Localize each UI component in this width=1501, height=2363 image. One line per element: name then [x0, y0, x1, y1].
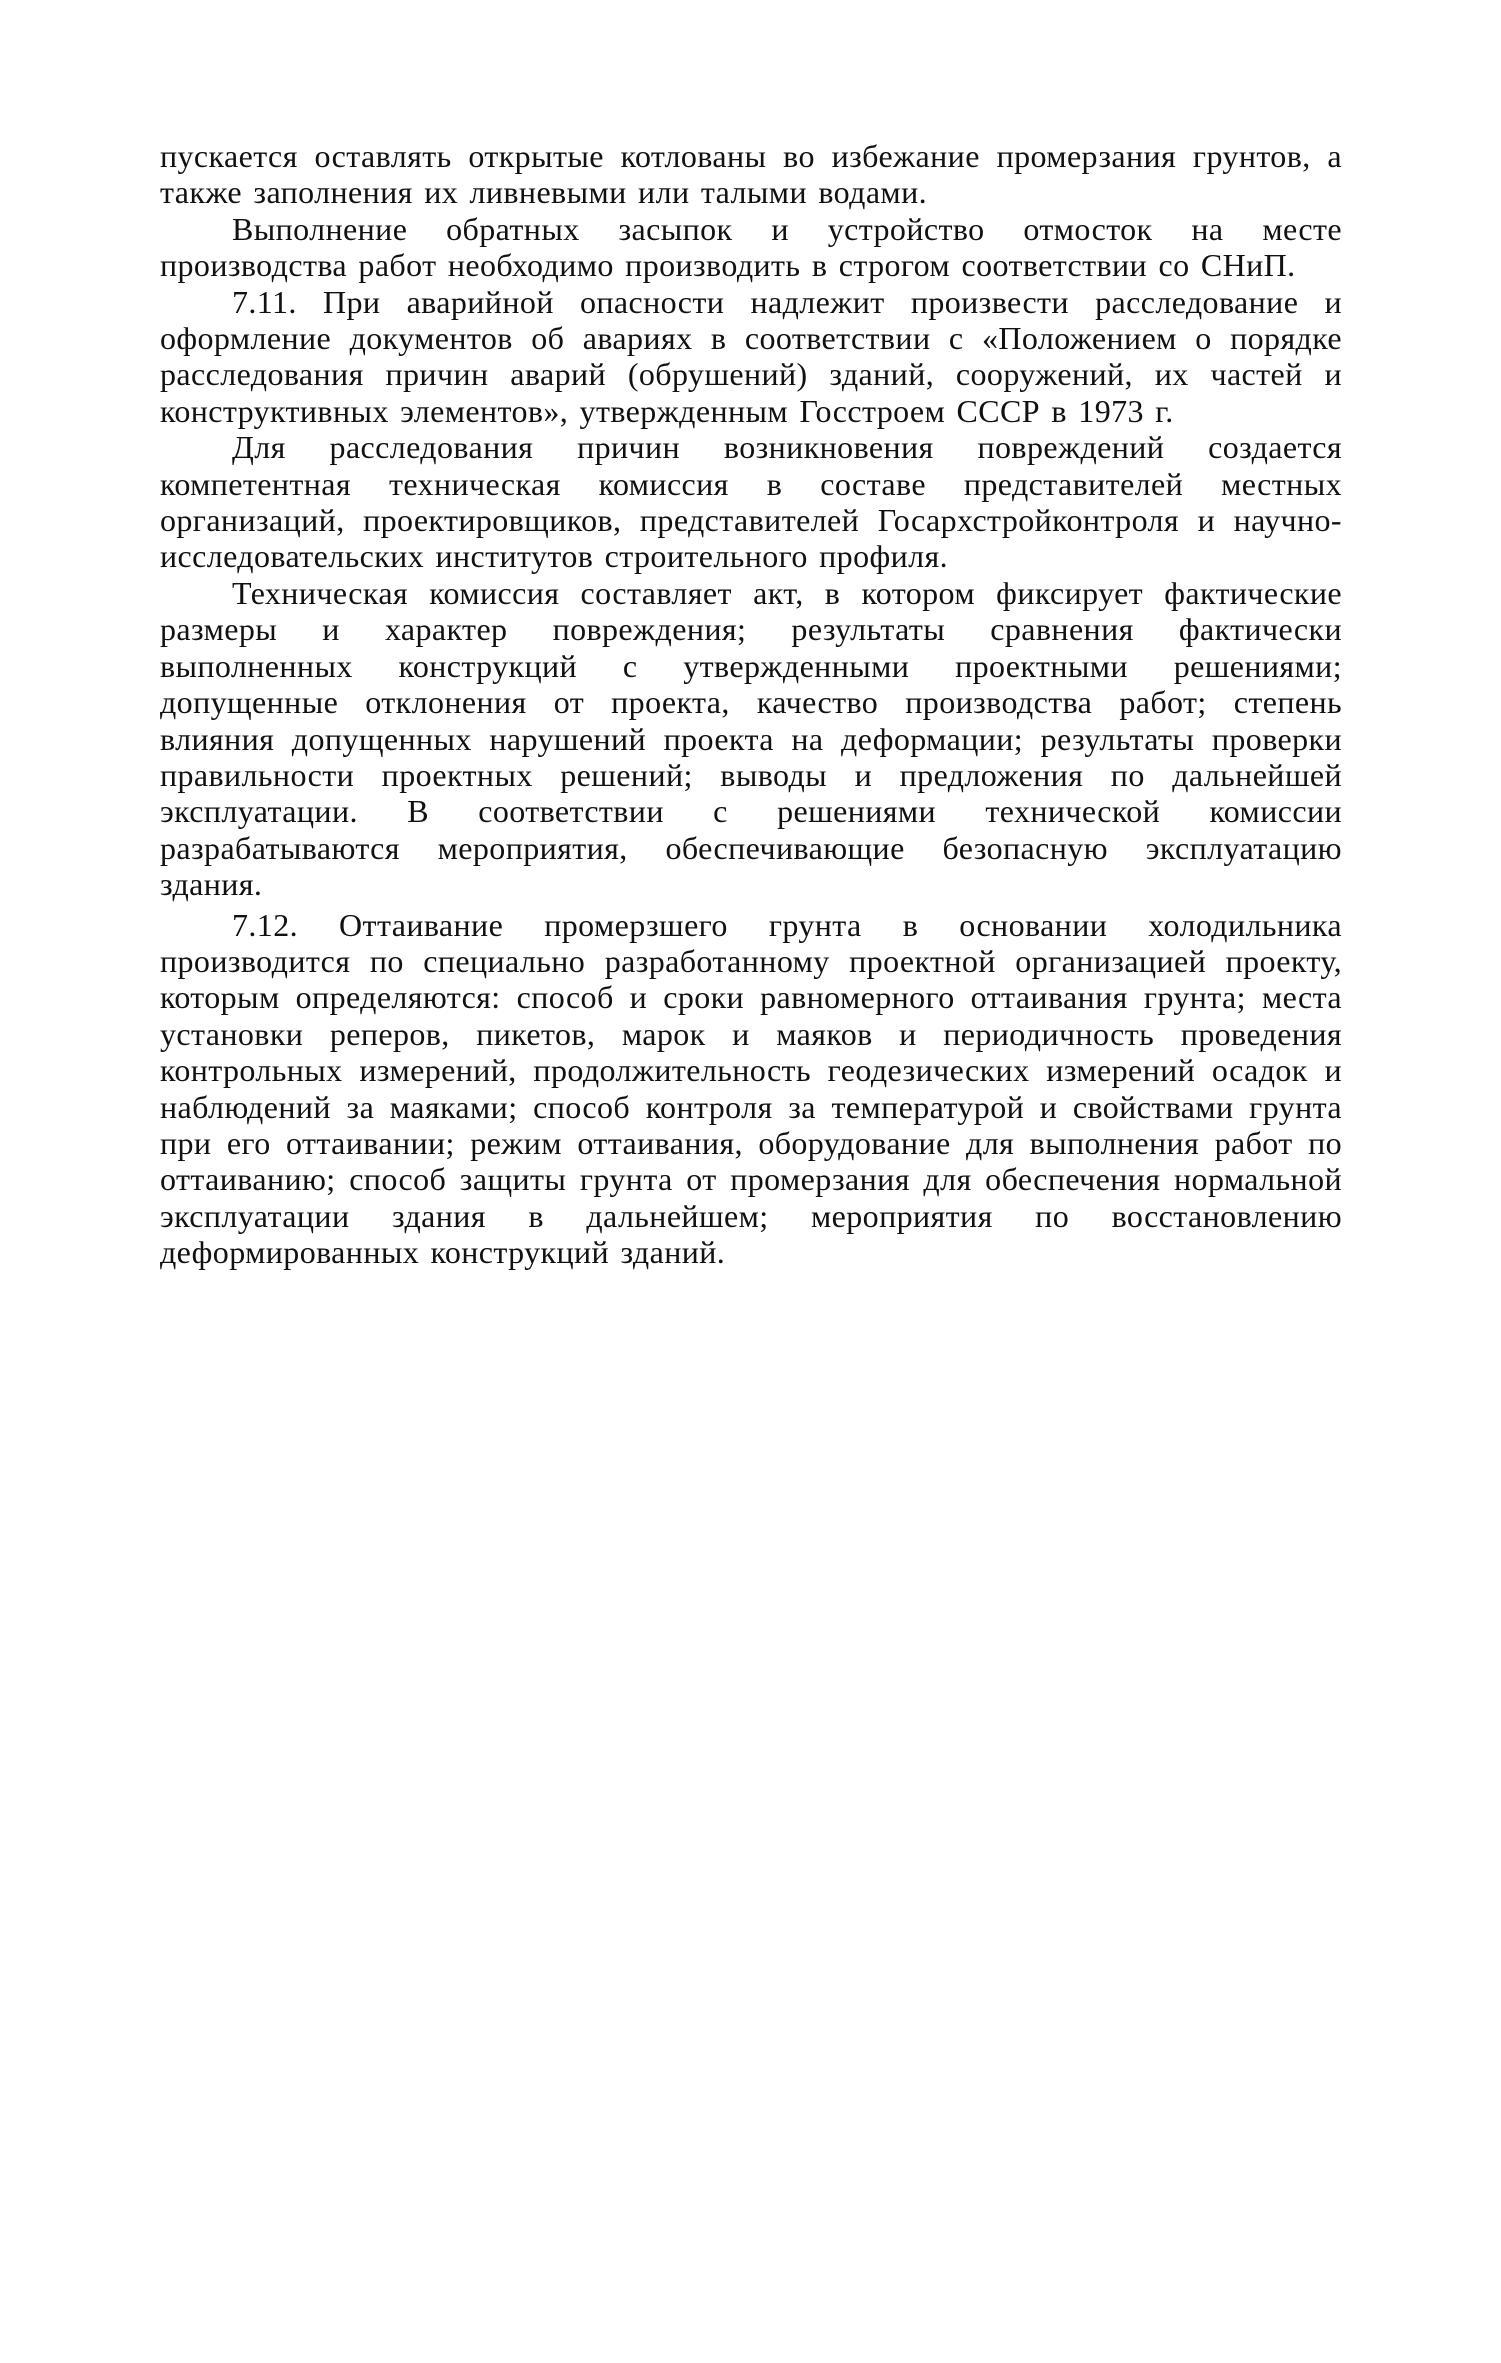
- document-body: [160, 138, 1342, 1271]
- section-7-11-text: При аварийной опасности надлежит произвести расследование и оформление документов об авариях в соответствии с «Положением о порядке расследования причин аварий (обрушений) зданий, сооружений, их частей и конструктивных элементов», утвержденным Госстроем СССР в 1973 г.: [160, 283, 1342, 429]
- paragraph-continuation: пускается оставлять открытые котлованы во избежание промерзания грунтов, а также заполнения их ливневыми или талыми водами.: [160, 138, 1342, 211]
- section-number-7-12: 7.12.: [232, 906, 298, 943]
- paragraph-section-7-12: [160, 907, 1342, 1271]
- paragraph-backfill: Выполнение обратных засыпок и устройство отмосток на месте производства работ необходимо производить в строгом соответствии со СНиП.: [160, 210, 1342, 284]
- paragraph-act: Техническая комиссия составляет акт, в котором фиксирует фактические размеры и характер повреждения; результаты сравнения фактически выполненных конструкций с утвержденными проектными решениями; допущенные отклонения от проекта, качество производства работ; степень влияния допущенных нарушений проекта на деформации; результаты проверки правильности проектных решений; выводы и предложения по дальнейшей эксплуатации. В соответствии с решениями технической комиссии разрабатываются мероприятия, обеспечивающие безопасную эксплуатацию здания.: [160, 574, 1342, 903]
- section-7-12-text: Оттаивание промерзшего грунта в основании холодильника производится по специально разработанному проектной организацией проекту, которым определяются: способ и сроки равномерного оттаивания грунта; места установки реперов, пикетов, марок и маяков и периодичность проведения контрольных измерений, продолжительность геодезических измерений осадок и наблюдений за маяками; способ контроля за температурой и свойствами грунта при его оттаивании; режим оттаивания, оборудование для выполнения работ по оттаиванию; способ защиты грунта от промерзания для обеспечения нормальной эксплуатации здания в дальнейшем; мероприятия по восстановлению деформированных конструкций зданий.: [160, 906, 1342, 1271]
- paragraph-section-7-11: [160, 284, 1342, 430]
- section-number-7-11: 7.11.: [232, 283, 297, 320]
- paragraph-commission: Для расследования причин возникновения повреждений создается компетентная техническая комиссия в составе представителей местных организаций, проектировщиков, представителей Госархстройконтроля и научно-исследовательских институтов строительного профиля.: [160, 429, 1342, 575]
